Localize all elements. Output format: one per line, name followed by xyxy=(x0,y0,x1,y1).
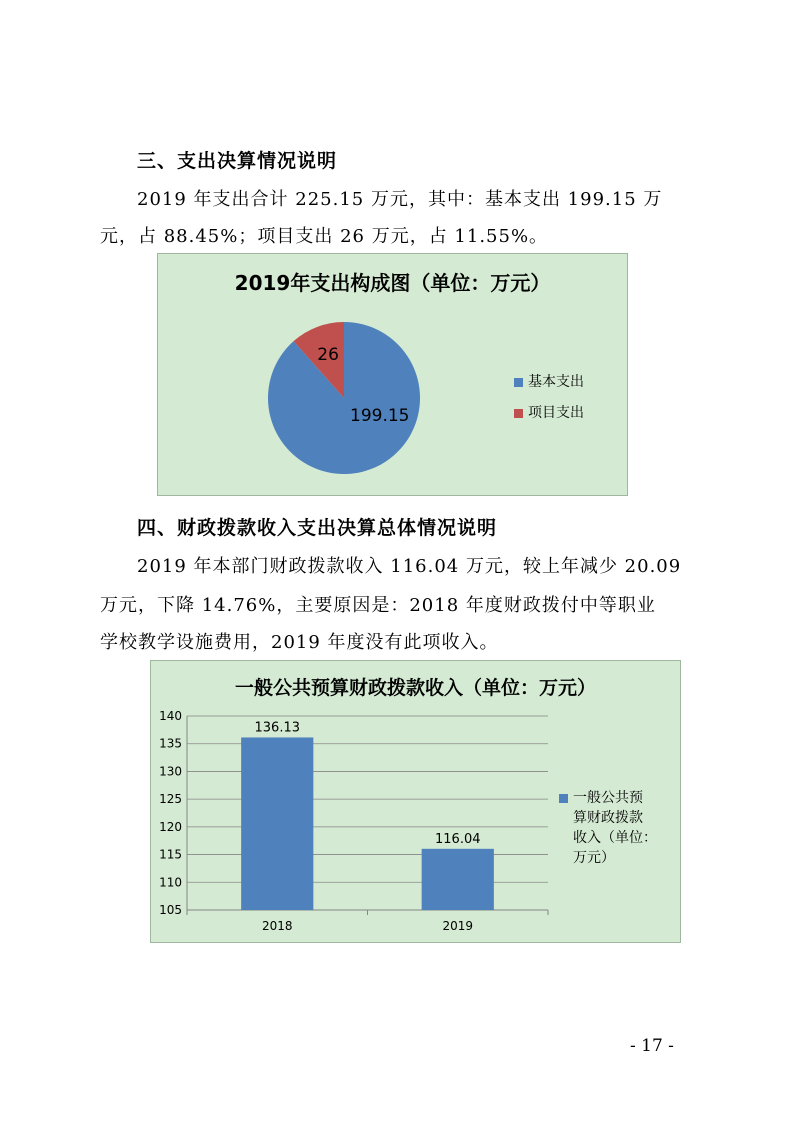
legend-label: 基本支出 xyxy=(528,374,584,390)
paragraph-line: 2019 年本部门财政拨款收入 116.04 万元，较上年减少 20.09 xyxy=(137,556,682,577)
legend-swatch xyxy=(514,378,523,387)
bar-2019 xyxy=(422,849,494,910)
paragraph-line: 2019 年支出合计 225.15 万元，其中：基本支出 199.15 万 xyxy=(137,189,663,210)
section-heading-expenditure: 三、支出决算情况说明 xyxy=(137,150,338,172)
chart-title: 2019年支出构成图（单位：万元） xyxy=(234,271,551,295)
y-tick-label: 140 xyxy=(159,709,182,723)
legend-item-basic xyxy=(514,371,584,391)
y-tick-label: 115 xyxy=(159,847,182,862)
x-tick-label: 2019 xyxy=(442,919,474,933)
y-tick-label: 135 xyxy=(159,736,182,751)
legend-item-project xyxy=(514,402,584,422)
bar-chart xyxy=(150,660,681,943)
x-tick-label: 2018 xyxy=(261,919,293,933)
y-tick-label: 120 xyxy=(159,819,182,834)
legend-line xyxy=(559,788,657,808)
legend-line: 收入（单位： xyxy=(573,830,657,846)
bar-data-label: 136.13 xyxy=(254,720,300,736)
legend-line: 万元） xyxy=(573,850,615,866)
gridlines xyxy=(187,716,548,910)
y-tick-label: 130 xyxy=(159,764,182,779)
pie-chart xyxy=(157,253,628,496)
y-tick-label: 105 xyxy=(159,903,182,917)
paragraph-line: 万元，下降 14.76%，主要原因是：2018 年度财政拨付中等职业 xyxy=(100,595,656,616)
chart-title: 一般公共预算财政拨款收入（单位：万元） xyxy=(234,677,596,699)
y-tick-label: 125 xyxy=(159,792,182,807)
pie-data-label: 199.15 xyxy=(350,406,410,426)
legend-label: 一般公共预 xyxy=(573,790,643,806)
legend-line: 算财政拨款 xyxy=(573,810,643,826)
x-ticks xyxy=(187,910,548,915)
bar-legend xyxy=(559,788,657,868)
bar-data-label: 116.04 xyxy=(435,831,481,847)
paragraph-line: 学校教学设施费用，2019 年度没有此项收入。 xyxy=(100,632,499,653)
pie-data-label: 26 xyxy=(317,344,339,365)
paragraph-line: 元，占 88.45%；项目支出 26 万元，占 11.55%。 xyxy=(100,226,549,247)
bar-2018 xyxy=(241,737,313,910)
section-heading-fiscal: 四、财政拨款收入支出决算总体情况说明 xyxy=(137,517,498,539)
legend-swatch xyxy=(514,409,523,418)
y-tick-label: 110 xyxy=(159,875,182,890)
legend-label: 项目支出 xyxy=(528,405,584,421)
page-number: - 17 - xyxy=(630,1036,674,1056)
legend-swatch xyxy=(559,794,568,803)
